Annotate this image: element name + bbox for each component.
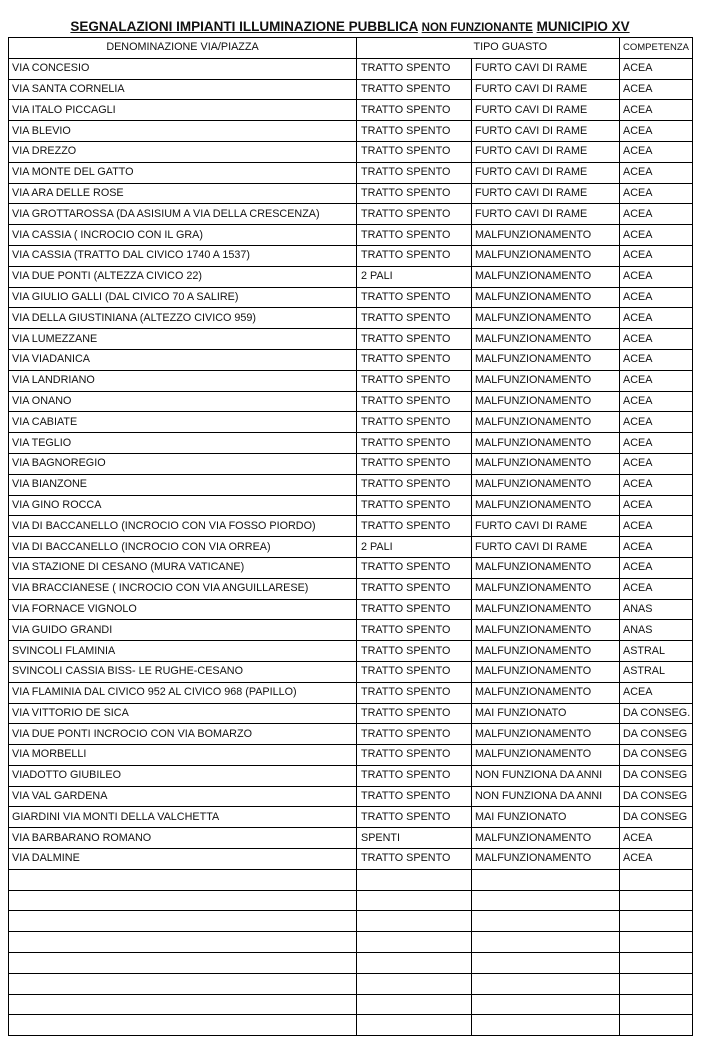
empty-cell [620, 911, 693, 932]
cell-via: VIA FORNACE VIGNOLO [9, 599, 357, 620]
table-row [9, 121, 693, 142]
header-competenza: COMPETENZA [620, 38, 693, 59]
empty-cell [472, 1015, 620, 1036]
cell-stato: TRATTO SPENTO [357, 745, 472, 766]
cell-competenza: ACEA [620, 204, 693, 225]
table-row [9, 724, 693, 745]
cell-competenza: ACEA [620, 578, 693, 599]
cell-competenza: ACEA [620, 225, 693, 246]
empty-cell [620, 1015, 693, 1036]
cell-stato: TRATTO SPENTO [357, 100, 472, 121]
cell-stato: TRATTO SPENTO [357, 370, 472, 391]
cell-stato: TRATTO SPENTO [357, 183, 472, 204]
cell-competenza: ACEA [620, 79, 693, 100]
cell-competenza: ACEA [620, 557, 693, 578]
cell-competenza: ACEA [620, 495, 693, 516]
cell-via: VIA MONTE DEL GATTO [9, 162, 357, 183]
cell-guasto: MAI FUNZIONATO [472, 703, 620, 724]
table-row [9, 849, 693, 870]
cell-via: VIA ONANO [9, 391, 357, 412]
cell-competenza: ACEA [620, 329, 693, 350]
cell-stato: TRATTO SPENTO [357, 641, 472, 662]
cell-guasto: MALFUNZIONAMENTO [472, 349, 620, 370]
cell-stato: TRATTO SPENTO [357, 329, 472, 350]
table-row [9, 266, 693, 287]
cell-stato: TRATTO SPENTO [357, 162, 472, 183]
empty-cell [620, 953, 693, 974]
table-row [9, 370, 693, 391]
cell-stato: TRATTO SPENTO [357, 495, 472, 516]
cell-via: VIA DI BACCANELLO (INCROCIO CON VIA FOSSO PIORDO) [9, 516, 357, 537]
cell-stato: TRATTO SPENTO [357, 474, 472, 495]
cell-competenza: ACEA [620, 287, 693, 308]
cell-competenza: ACEA [620, 266, 693, 287]
cell-guasto: MALFUNZIONAMENTO [472, 453, 620, 474]
cell-competenza: ACEA [620, 162, 693, 183]
empty-row [9, 973, 693, 994]
cell-stato: TRATTO SPENTO [357, 849, 472, 870]
empty-row [9, 869, 693, 890]
cell-via: VIA LUMEZZANE [9, 329, 357, 350]
document-title [8, 16, 692, 37]
table-row [9, 557, 693, 578]
empty-cell [9, 1015, 357, 1036]
cell-competenza: ACEA [620, 141, 693, 162]
empty-cell [472, 994, 620, 1015]
cell-stato: TRATTO SPENTO [357, 58, 472, 79]
cell-guasto: FURTO CAVI DI RAME [472, 100, 620, 121]
cell-competenza: ACEA [620, 537, 693, 558]
cell-guasto: MALFUNZIONAMENTO [472, 828, 620, 849]
empty-cell [357, 973, 472, 994]
cell-guasto: FURTO CAVI DI RAME [472, 204, 620, 225]
empty-cell [620, 869, 693, 890]
cell-via: VIA DUE PONTI INCROCIO CON VIA BOMARZO [9, 724, 357, 745]
empty-cell [620, 994, 693, 1015]
table-row [9, 433, 693, 454]
cell-competenza: ACEA [620, 516, 693, 537]
cell-stato: TRATTO SPENTO [357, 578, 472, 599]
cell-via: VIA BRACCIANESE ( INCROCIO CON VIA ANGUILLARESE) [9, 578, 357, 599]
empty-cell [9, 932, 357, 953]
cell-stato: TRATTO SPENTO [357, 245, 472, 266]
cell-guasto: MALFUNZIONAMENTO [472, 370, 620, 391]
cell-via: VIA FLAMINIA DAL CIVICO 952 AL CIVICO 968 (PAPILLO) [9, 682, 357, 703]
table-row [9, 141, 693, 162]
header-row [9, 38, 693, 59]
cell-competenza: ACEA [620, 474, 693, 495]
cell-guasto: FURTO CAVI DI RAME [472, 183, 620, 204]
cell-guasto: MALFUNZIONAMENTO [472, 329, 620, 350]
table-row [9, 183, 693, 204]
cell-competenza: ANAS [620, 620, 693, 641]
cell-via: VIA BLEVIO [9, 121, 357, 142]
table-row [9, 578, 693, 599]
empty-cell [357, 994, 472, 1015]
cell-guasto: MALFUNZIONAMENTO [472, 599, 620, 620]
cell-competenza: ACEA [620, 849, 693, 870]
cell-competenza: ASTRAL [620, 661, 693, 682]
cell-competenza: ACEA [620, 370, 693, 391]
empty-cell [357, 911, 472, 932]
table-row [9, 474, 693, 495]
empty-cell [357, 1015, 472, 1036]
cell-stato: TRATTO SPENTO [357, 557, 472, 578]
table-row [9, 412, 693, 433]
empty-row [9, 994, 693, 1015]
cell-guasto: FURTO CAVI DI RAME [472, 121, 620, 142]
table-row [9, 162, 693, 183]
cell-competenza: ACEA [620, 183, 693, 204]
cell-via: VIA BARBARANO ROMANO [9, 828, 357, 849]
cell-via: VIA DALMINE [9, 849, 357, 870]
table-row [9, 453, 693, 474]
cell-stato: TRATTO SPENTO [357, 121, 472, 142]
header-tipo-guasto-spacer [357, 38, 472, 59]
cell-competenza: ACEA [620, 453, 693, 474]
cell-guasto: MALFUNZIONAMENTO [472, 266, 620, 287]
cell-via: VIA ITALO PICCAGLI [9, 100, 357, 121]
cell-via: VIA BIANZONE [9, 474, 357, 495]
cell-competenza: ACEA [620, 412, 693, 433]
cell-stato: TRATTO SPENTO [357, 703, 472, 724]
header-tipo-guasto: TIPO GUASTO [472, 38, 620, 59]
cell-via: VIA GINO ROCCA [9, 495, 357, 516]
cell-guasto: MALFUNZIONAMENTO [472, 849, 620, 870]
cell-competenza: ACEA [620, 58, 693, 79]
table-row [9, 745, 693, 766]
header-denominazione: DENOMINAZIONE VIA/PIAZZA [9, 38, 357, 59]
cell-guasto: MALFUNZIONAMENTO [472, 661, 620, 682]
cell-via: SVINCOLI CASSIA BISS- LE RUGHE-CESANO [9, 661, 357, 682]
cell-via: VIA ARA DELLE ROSE [9, 183, 357, 204]
cell-via: VIA CONCESIO [9, 58, 357, 79]
cell-via: VIA LANDRIANO [9, 370, 357, 391]
table-row [9, 516, 693, 537]
empty-cell [9, 994, 357, 1015]
cell-competenza: DA CONSEG. [620, 703, 693, 724]
table-row [9, 620, 693, 641]
cell-guasto: MALFUNZIONAMENTO [472, 578, 620, 599]
cell-via: VIADOTTO GIUBILEO [9, 765, 357, 786]
cell-stato: TRATTO SPENTO [357, 349, 472, 370]
cell-guasto: MALFUNZIONAMENTO [472, 433, 620, 454]
empty-row [9, 932, 693, 953]
cell-stato: TRATTO SPENTO [357, 141, 472, 162]
empty-row [9, 911, 693, 932]
table-row [9, 828, 693, 849]
cell-via: VIA VIADANICA [9, 349, 357, 370]
cell-via: VIA DELLA GIUSTINIANA (ALTEZZO CIVICO 959) [9, 308, 357, 329]
cell-stato: TRATTO SPENTO [357, 308, 472, 329]
empty-cell [620, 890, 693, 911]
cell-guasto: NON FUNZIONA DA ANNI [472, 786, 620, 807]
cell-competenza: DA CONSEG [620, 724, 693, 745]
table-row [9, 599, 693, 620]
table-row [9, 495, 693, 516]
cell-stato: SPENTI [357, 828, 472, 849]
table-row [9, 537, 693, 558]
empty-cell [357, 890, 472, 911]
table-row [9, 79, 693, 100]
cell-guasto: MALFUNZIONAMENTO [472, 724, 620, 745]
empty-cell [620, 932, 693, 953]
cell-guasto: MALFUNZIONAMENTO [472, 620, 620, 641]
cell-via: VIA STAZIONE DI CESANO (MURA VATICANE) [9, 557, 357, 578]
empty-cell [472, 911, 620, 932]
cell-guasto: MALFUNZIONAMENTO [472, 557, 620, 578]
table-row [9, 245, 693, 266]
table-row [9, 391, 693, 412]
table-row [9, 58, 693, 79]
cell-competenza: ACEA [620, 828, 693, 849]
table-row [9, 641, 693, 662]
cell-guasto: MALFUNZIONAMENTO [472, 245, 620, 266]
cell-guasto: MALFUNZIONAMENTO [472, 745, 620, 766]
cell-guasto: FURTO CAVI DI RAME [472, 141, 620, 162]
cell-guasto: MALFUNZIONAMENTO [472, 308, 620, 329]
cell-stato: TRATTO SPENTO [357, 204, 472, 225]
empty-cell [472, 890, 620, 911]
cell-guasto: MALFUNZIONAMENTO [472, 474, 620, 495]
cell-competenza: DA CONSEG [620, 807, 693, 828]
cell-stato: TRATTO SPENTO [357, 287, 472, 308]
cell-stato: TRATTO SPENTO [357, 433, 472, 454]
cell-via: VIA VAL GARDENA [9, 786, 357, 807]
table-row [9, 204, 693, 225]
cell-guasto: FURTO CAVI DI RAME [472, 537, 620, 558]
cell-competenza: DA CONSEG [620, 745, 693, 766]
cell-competenza: ACEA [620, 245, 693, 266]
cell-via: GIARDINI VIA MONTI DELLA VALCHETTA [9, 807, 357, 828]
cell-stato: TRATTO SPENTO [357, 786, 472, 807]
cell-stato: TRATTO SPENTO [357, 765, 472, 786]
cell-via: VIA CASSIA ( INCROCIO CON IL GRA) [9, 225, 357, 246]
cell-stato: 2 PALI [357, 537, 472, 558]
title-status: NON FUNZIONANTE [421, 22, 533, 34]
table-row [9, 703, 693, 724]
cell-stato: TRATTO SPENTO [357, 453, 472, 474]
cell-via: VIA DI BACCANELLO (INCROCIO CON VIA ORREA) [9, 537, 357, 558]
cell-guasto: MALFUNZIONAMENTO [472, 412, 620, 433]
cell-stato: TRATTO SPENTO [357, 412, 472, 433]
empty-cell [357, 869, 472, 890]
empty-row [9, 1015, 693, 1036]
table-row [9, 308, 693, 329]
cell-guasto: MAI FUNZIONATO [472, 807, 620, 828]
cell-via: VIA GUIDO GRANDI [9, 620, 357, 641]
cell-competenza: ACEA [620, 100, 693, 121]
cell-via: VIA DUE PONTI (ALTEZZA CIVICO 22) [9, 266, 357, 287]
cell-competenza: ACEA [620, 391, 693, 412]
cell-competenza: ACEA [620, 433, 693, 454]
cell-guasto: NON FUNZIONA DA ANNI [472, 765, 620, 786]
empty-row [9, 953, 693, 974]
cell-via: VIA TEGLIO [9, 433, 357, 454]
table-body [9, 58, 693, 1035]
empty-cell [9, 911, 357, 932]
cell-guasto: MALFUNZIONAMENTO [472, 682, 620, 703]
empty-cell [472, 953, 620, 974]
cell-stato: TRATTO SPENTO [357, 807, 472, 828]
empty-cell [357, 953, 472, 974]
report-table [8, 37, 693, 1036]
cell-competenza: ACEA [620, 121, 693, 142]
cell-stato: TRATTO SPENTO [357, 391, 472, 412]
empty-cell [9, 869, 357, 890]
cell-via: VIA DREZZO [9, 141, 357, 162]
cell-stato: TRATTO SPENTO [357, 661, 472, 682]
cell-competenza: ANAS [620, 599, 693, 620]
cell-via: VIA CABIATE [9, 412, 357, 433]
empty-row [9, 890, 693, 911]
table-row [9, 661, 693, 682]
empty-cell [472, 973, 620, 994]
cell-stato: TRATTO SPENTO [357, 516, 472, 537]
table-row [9, 349, 693, 370]
cell-stato: TRATTO SPENTO [357, 599, 472, 620]
empty-cell [9, 953, 357, 974]
cell-guasto: MALFUNZIONAMENTO [472, 391, 620, 412]
cell-guasto: FURTO CAVI DI RAME [472, 516, 620, 537]
table-row [9, 100, 693, 121]
title-main: SEGNALAZIONI IMPIANTI ILLUMINAZIONE PUBBLICA [70, 19, 418, 34]
cell-guasto: FURTO CAVI DI RAME [472, 58, 620, 79]
cell-stato: TRATTO SPENTO [357, 620, 472, 641]
cell-guasto: MALFUNZIONAMENTO [472, 287, 620, 308]
table-row [9, 786, 693, 807]
cell-via: VIA BAGNOREGIO [9, 453, 357, 474]
cell-via: SVINCOLI FLAMINIA [9, 641, 357, 662]
cell-competenza: DA CONSEG [620, 765, 693, 786]
cell-guasto: FURTO CAVI DI RAME [472, 162, 620, 183]
empty-cell [9, 973, 357, 994]
cell-via: VIA VITTORIO DE SICA [9, 703, 357, 724]
cell-guasto: MALFUNZIONAMENTO [472, 225, 620, 246]
document-sheet [8, 16, 692, 1036]
table-row [9, 682, 693, 703]
cell-guasto: FURTO CAVI DI RAME [472, 79, 620, 100]
cell-via: VIA SANTA CORNELIA [9, 79, 357, 100]
table-row [9, 287, 693, 308]
empty-cell [472, 932, 620, 953]
cell-via: VIA MORBELLI [9, 745, 357, 766]
cell-stato: TRATTO SPENTO [357, 724, 472, 745]
cell-stato: 2 PALI [357, 266, 472, 287]
cell-competenza: DA CONSEG [620, 786, 693, 807]
cell-via: VIA GIULIO GALLI (DAL CIVICO 70 A SALIRE) [9, 287, 357, 308]
table-row [9, 329, 693, 350]
table-row [9, 807, 693, 828]
cell-stato: TRATTO SPENTO [357, 682, 472, 703]
cell-competenza: ASTRAL [620, 641, 693, 662]
empty-cell [620, 973, 693, 994]
cell-guasto: MALFUNZIONAMENTO [472, 641, 620, 662]
cell-stato: TRATTO SPENTO [357, 225, 472, 246]
cell-competenza: ACEA [620, 308, 693, 329]
cell-guasto: MALFUNZIONAMENTO [472, 495, 620, 516]
table-row [9, 765, 693, 786]
cell-competenza: ACEA [620, 349, 693, 370]
cell-stato: TRATTO SPENTO [357, 79, 472, 100]
empty-cell [357, 932, 472, 953]
empty-cell [9, 890, 357, 911]
cell-via: VIA CASSIA (TRATTO DAL CIVICO 1740 A 1537) [9, 245, 357, 266]
empty-cell [472, 869, 620, 890]
title-municipio: MUNICIPIO XV [536, 19, 630, 34]
cell-via: VIA GROTTAROSSA (DA ASISIUM A VIA DELLA CRESCENZA) [9, 204, 357, 225]
cell-competenza: ACEA [620, 682, 693, 703]
table-row [9, 225, 693, 246]
